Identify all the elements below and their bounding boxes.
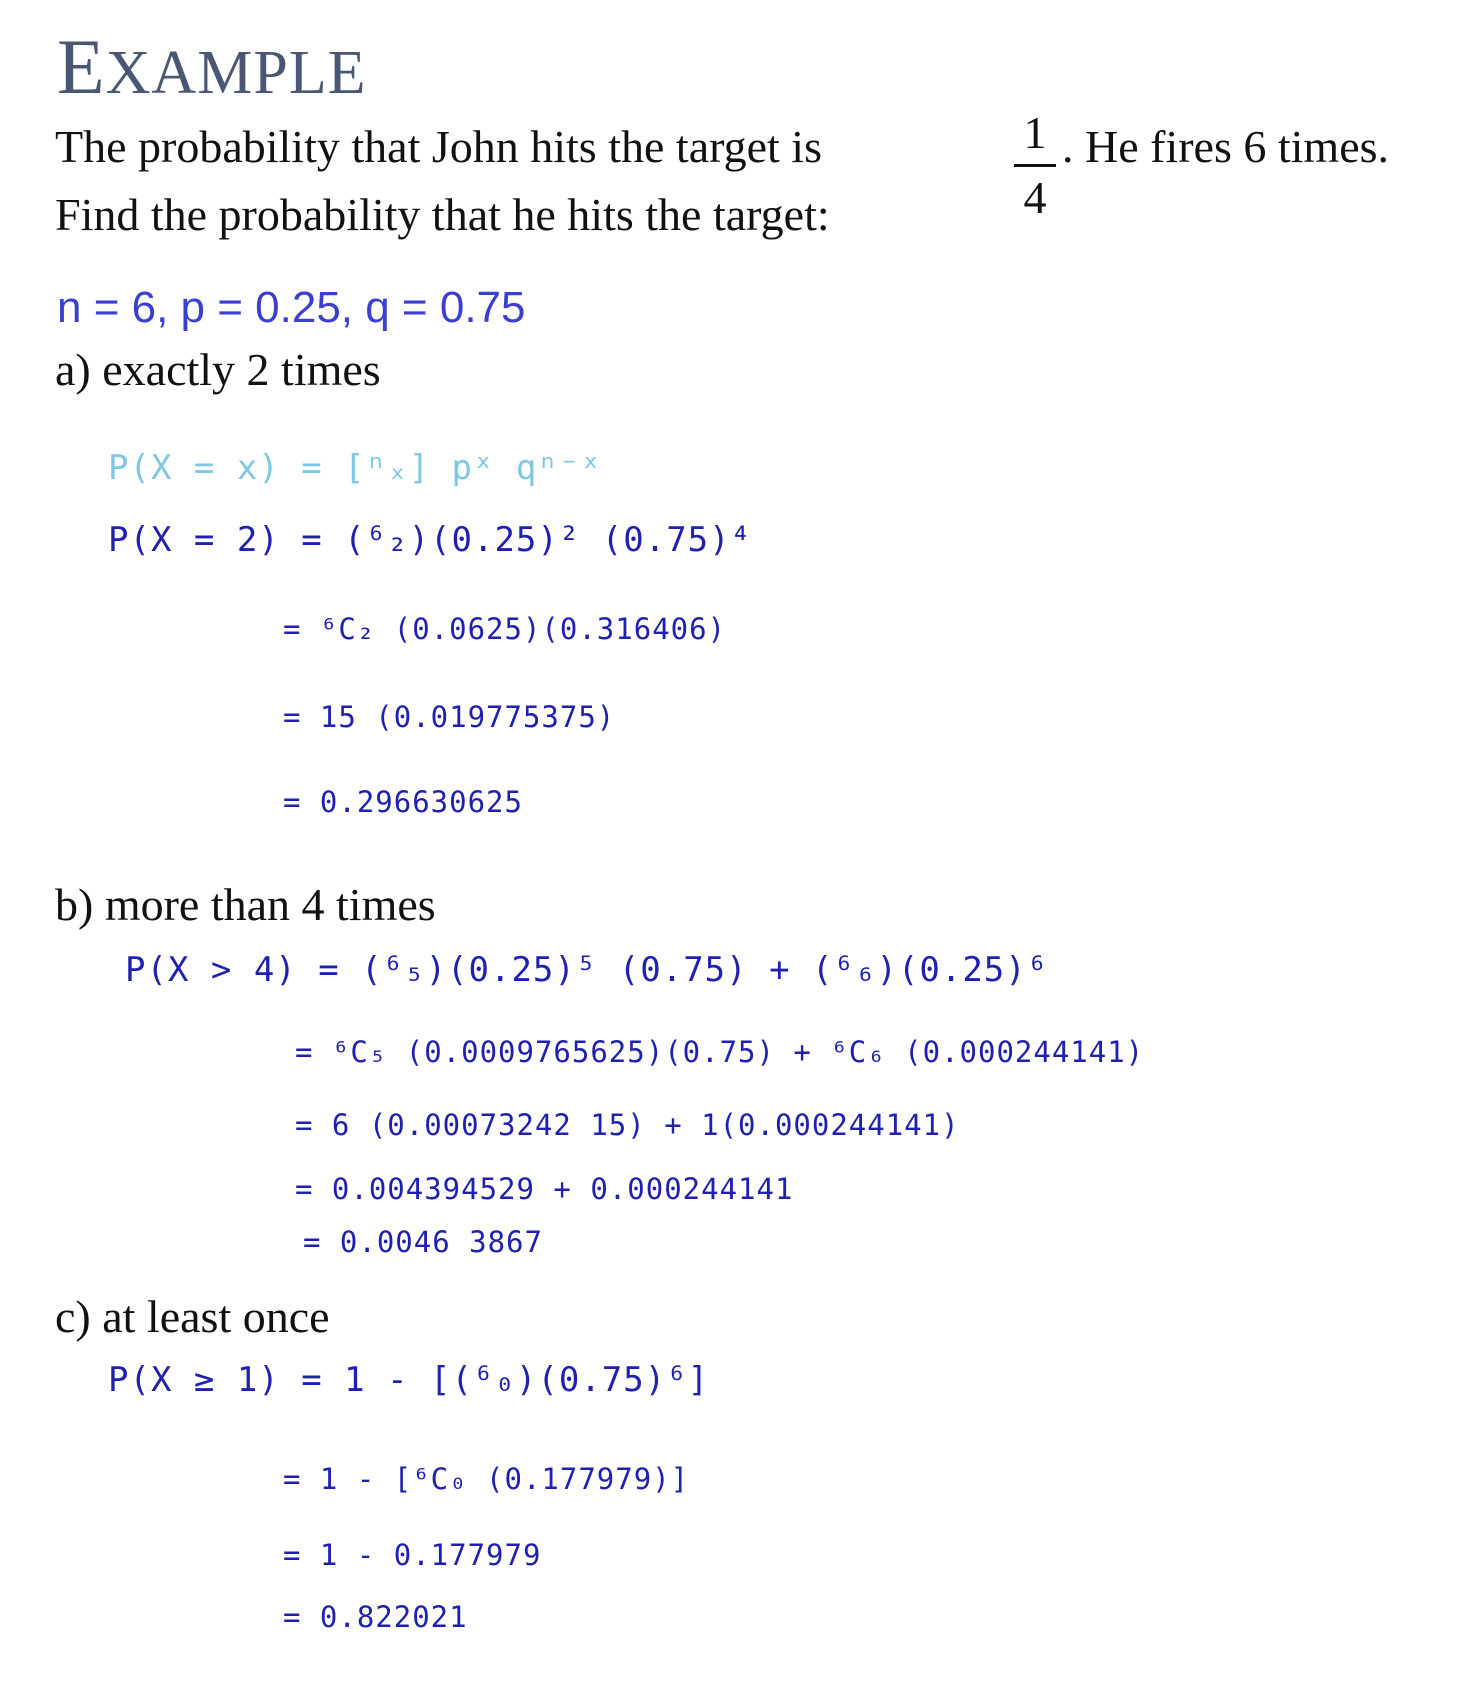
part-a-line-4: = 0.296630625 [283,785,523,819]
fraction-numerator: 1 [1023,107,1047,158]
binomial-formula: P(X = x) = [ⁿₓ] pˣ qⁿ⁻ˣ [108,448,602,488]
part-b-line-2: = ⁶C₅ (0.0009765625)(0.75) + ⁶C₆ (0.000244141) [295,1035,1145,1069]
part-a-label: a) exactly 2 times [55,344,381,395]
part-a-line-1: P(X = 2) = (⁶₂)(0.25)² (0.75)⁴ [108,520,753,560]
fraction-bar [1014,164,1056,167]
part-b-line-5: = 0.0046 3867 [303,1225,543,1259]
part-a-line-2: = ⁶C₂ (0.0625)(0.316406) [283,612,727,646]
part-c-line-3: = 1 - 0.177979 [283,1538,542,1572]
part-c-line-2: = 1 - [⁶C₀ (0.177979)] [283,1462,690,1496]
part-b-line-3: = 6 (0.00073242 15) + 1(0.000244141) [295,1108,960,1142]
fraction-denominator: 4 [1023,172,1047,223]
problem-line-2: Find the probability that he hits the target: [55,189,830,240]
fraction-one-quarter [1012,107,1058,223]
part-b-label: b) more than 4 times [55,879,436,930]
title-rest: XAMPLE [105,39,367,107]
part-c-label: c) at least once [55,1291,330,1342]
part-a-line-3: = 15 (0.019775375) [283,700,616,734]
problem-line-1-after: . He fires 6 times. [1062,121,1390,172]
part-b-line-4: = 0.004394529 + 0.000244141 [295,1172,794,1206]
title-initial: E [57,23,106,110]
part-b-line-1: P(X > 4) = (⁶₅)(0.25)⁵ (0.75) + (⁶₆)(0.25)⁶ [125,950,1049,990]
page-title [57,22,367,112]
problem-line-1-before: The probability that John hits the target is [55,121,822,172]
part-c-line-1: P(X ≥ 1) = 1 - [(⁶₀)(0.75)⁶] [108,1360,710,1400]
part-c-line-4: = 0.822021 [283,1600,468,1634]
given-values: n = 6, p = 0.25, q = 0.75 [57,283,526,332]
